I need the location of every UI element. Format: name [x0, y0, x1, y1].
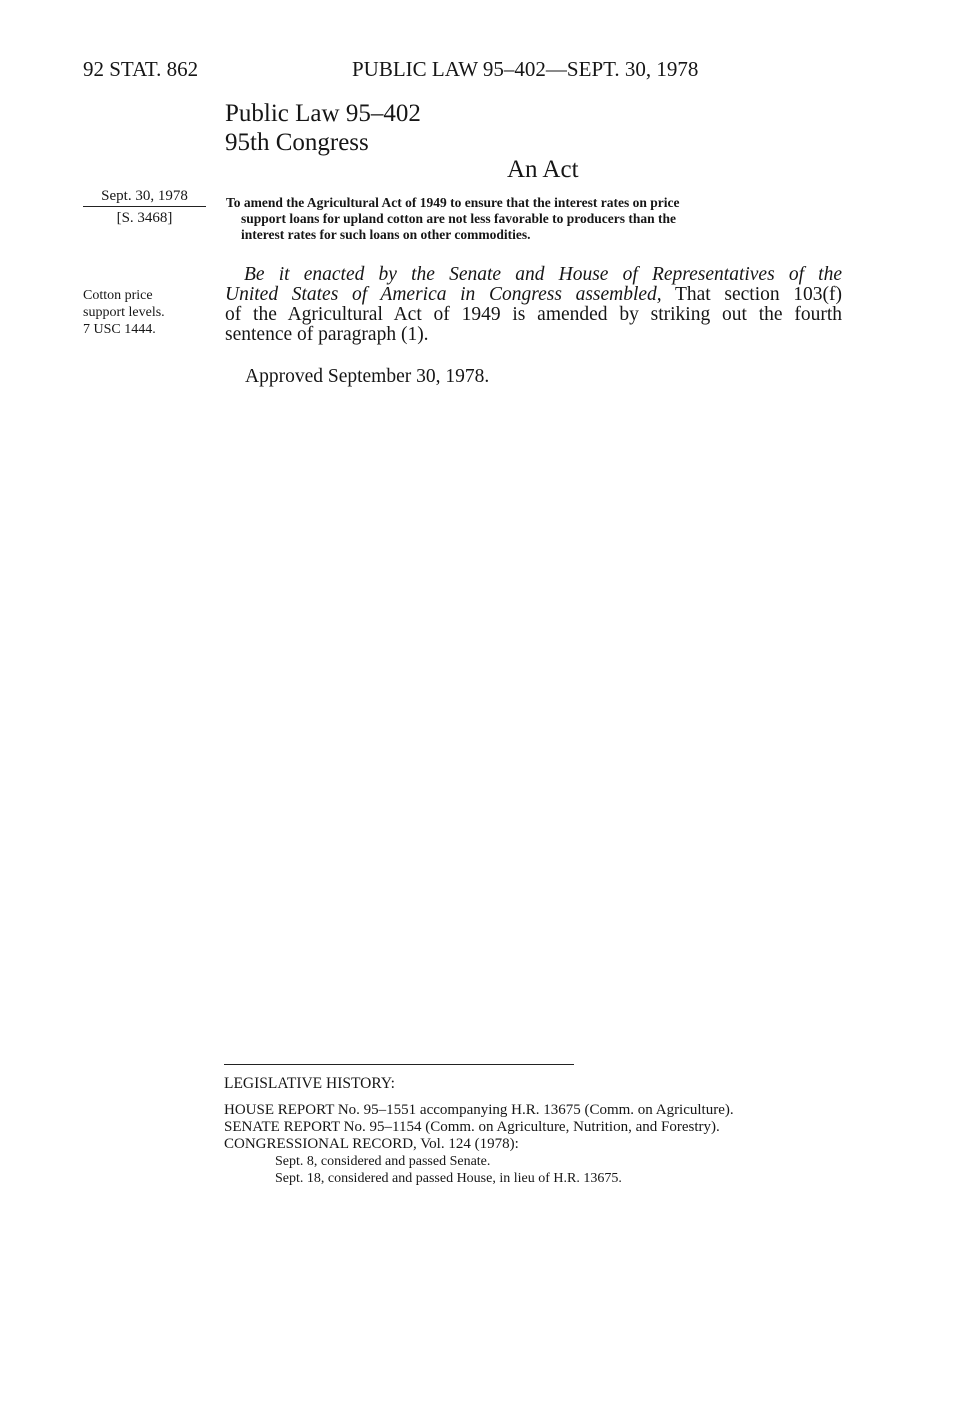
congress-number: 95th Congress [225, 129, 369, 156]
record-entry: Sept. 18, considered and passed House, in lieu of H.R. 13675. [275, 1171, 622, 1186]
purpose-clause [226, 195, 842, 243]
sidenote-line: Cotton price [83, 288, 153, 303]
approval-date: Approved September 30, 1978. [245, 366, 490, 387]
sidenote-line: 7 USC 1444. [83, 322, 156, 337]
enacting-clause [225, 265, 842, 345]
enact-line: sentence of paragraph (1). [225, 324, 429, 345]
legislative-history [224, 1102, 734, 1187]
congressional-record: CONGRESSIONAL RECORD, Vol. 124 (1978): [224, 1136, 519, 1152]
page-citation: 92 STAT. 862 [83, 57, 199, 81]
running-head: PUBLIC LAW 95–402—SEPT. 30, 1978 [352, 57, 699, 81]
purpose-line: To amend the Agricultural Act of 1949 to ensure that the interest rates on price [226, 195, 680, 210]
act-heading: An Act [507, 156, 579, 183]
legislative-history-heading: LEGISLATIVE HISTORY: [224, 1075, 395, 1092]
enact-line: of the Agricultural Act of 1949 is amended by striking out the fourth [225, 304, 842, 325]
divider [224, 1064, 574, 1065]
enact-line [225, 285, 842, 305]
public-law-number: Public Law 95–402 [225, 100, 421, 127]
enact-italic: United States of America in Congress assembled, [225, 284, 662, 305]
enact-line [225, 265, 842, 285]
purpose-line: support loans for upland cotton are not less favorable to producers than the [241, 211, 677, 226]
margin-bill-number: [S. 3468] [116, 210, 173, 226]
sidenote-line: support levels. [83, 305, 165, 320]
margin-date: Sept. 30, 1978 [83, 188, 206, 207]
house-report: HOUSE REPORT No. 95–1551 accompanying H.R. 13675 (Comm. on Agriculture). [224, 1102, 734, 1118]
margin-sidenote [83, 287, 165, 338]
enact-text: That section 103(f) [661, 284, 842, 305]
enact-italic: Be it enacted by the Senate and House of Representatives of the [244, 264, 842, 285]
senate-report: SENATE REPORT No. 95–1154 (Comm. on Agriculture, Nutrition, and Forestry). [224, 1119, 720, 1135]
purpose-line: interest rates for such loans on other commodities. [241, 227, 531, 242]
record-entry: Sept. 8, considered and passed Senate. [275, 1154, 491, 1169]
